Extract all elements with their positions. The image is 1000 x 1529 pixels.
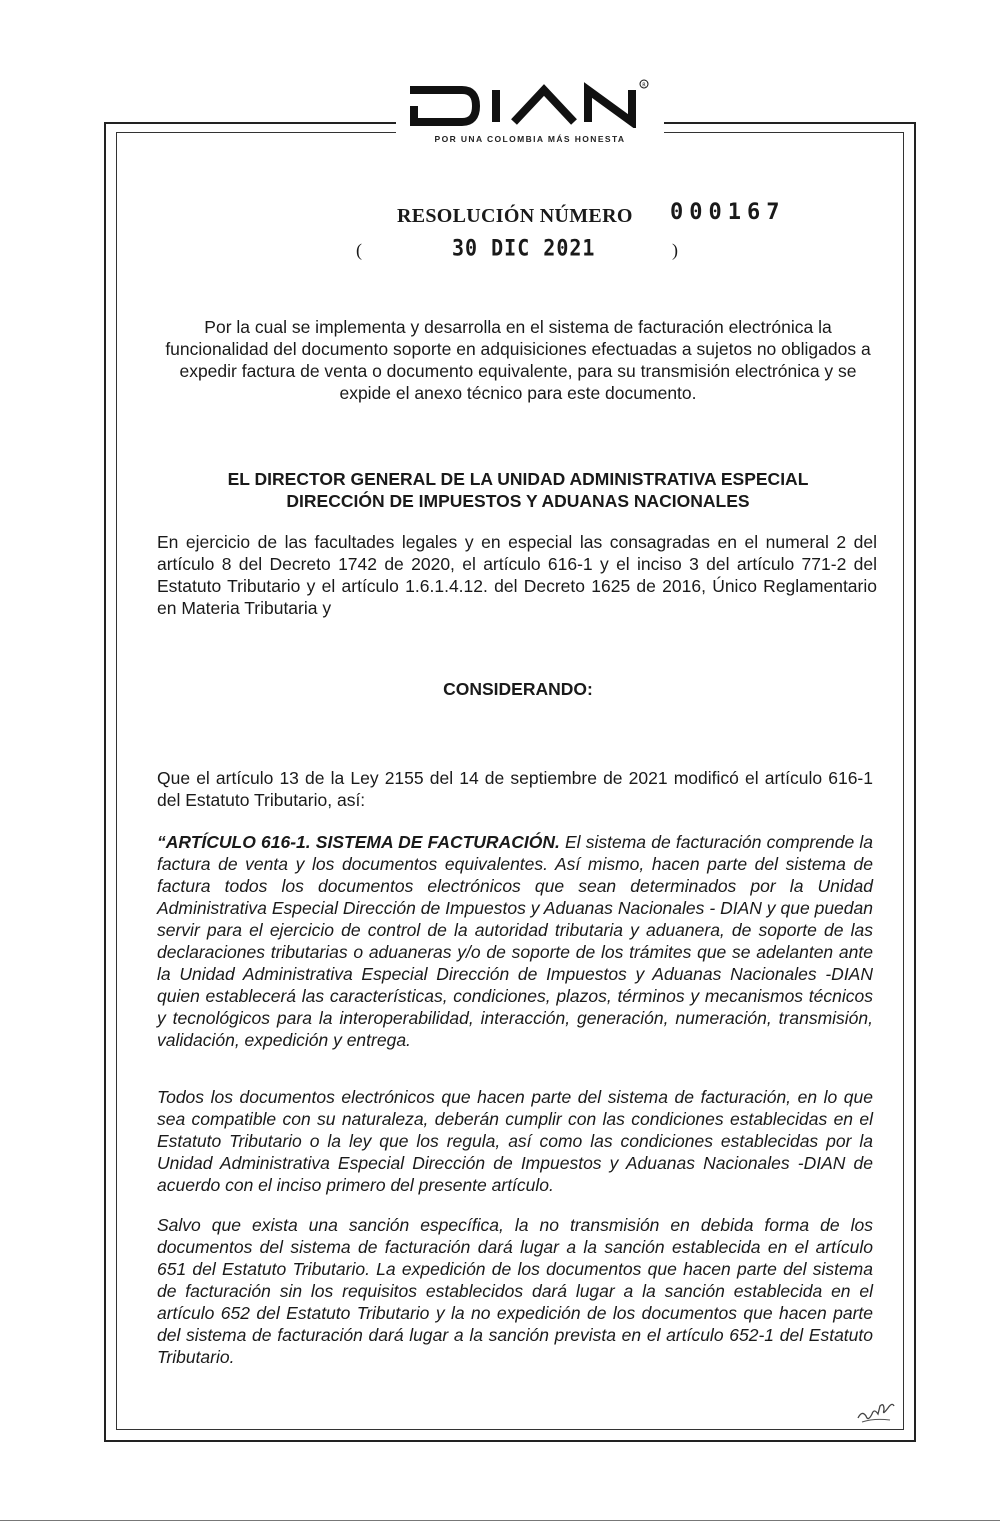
paragraph-article-616-1: [157, 831, 873, 1051]
date-paren-open: (: [356, 240, 362, 260]
handwritten-initials: [854, 1396, 898, 1431]
initials-signature-icon: [854, 1396, 898, 1426]
resolution-label: RESOLUCIÓN NÚMERO: [397, 205, 633, 227]
paragraph-law-modification: Que el artículo 13 de la Ley 2155 del 14 de septiembre de 2021 modificó el artículo 616-1 del Estatuto Tributario, así:: [157, 768, 873, 810]
scan-bottom-edge: [0, 1520, 1000, 1521]
resolution-date-stamp: 30 DIC 2021: [452, 234, 596, 262]
issuing-authority: [160, 468, 876, 512]
resolution-number: 000167: [670, 200, 786, 225]
paragraph-sanctions: Salvo que exista una sanción específica, la no transmisión en debida forma de los documentos del sistema de facturación dará lugar a la sanción establecida en el artículo 651 del Estatuto Tributario. La expedición de los documentos que hacen parte del sistema de facturación sin los requisitos establecidos dará lugar a la sanción establecida en el artículo 652 del Estatuto Tributario y la no expedición de los documentos que hacen parte del sistema de facturación dará lugar a la sanción prevista en el artículo 652-1 del Estatuto Tributario.: [157, 1215, 873, 1367]
article-heading: “ARTÍCULO 616-1. SISTEMA DE FACTURACIÓN.: [157, 832, 560, 852]
date-paren-close: ): [672, 240, 678, 260]
svg-text:R: R: [642, 82, 646, 89]
article-body: El sistema de facturación comprende la factura de venta y los documentos equivalentes. Así mismo, hacen parte del sistema de factura todos los documentos electrónicos que sean determinados por la Unidad Administrativa Especial Dirección de Impuestos y Aduanas Nacionales - DIAN y que puedan servir para el ejercicio de control de la autoridad tributaria y aduanera, de soporte de las declaraciones tributarias o aduaneras y/o de soporte de los trámites que se adelanten ante la Unidad Administrativa Especial Dirección de Impuestos y Aduanas Nacionales -DIAN quien establecerá las características, condiciones, plazos, términos y mecanismos técnicos y tecnológicos para la interoperabilidad, interacción, generación, numeración, transmisión, validación, expedición y entrega.: [157, 832, 873, 1050]
resolution-summary: Por la cual se implementa y desarrolla en el sistema de facturación electrónica la funcionalidad del documento soporte en adquisiciones efectuadas a sujetos no obligados a expedir factura de venta o documento equivalente, para su transmisión electrónica y se expide el anexo técnico para este documento.: [165, 317, 871, 403]
authority-line-2: DIRECCIÓN DE IMPUESTOS Y ADUANAS NACIONALES: [286, 491, 750, 511]
paragraph-electronic-documents: Todos los documentos electrónicos que hacen parte del sistema de facturación, en lo que sea compatible con su naturaleza, deberán cumplir con las condiciones establecidas en el Estatuto Tributario o la ley que los regula, así como las condiciones establecidas por la Unidad Administrativa Especial Dirección de Impuestos y Aduanas Nacionales -DIAN de acuerdo con el inciso primero del presente artículo.: [157, 1087, 873, 1195]
authority-line-1: EL DIRECTOR GENERAL DE LA UNIDAD ADMINISTRATIVA ESPECIAL: [227, 469, 809, 489]
legal-powers-paragraph: En ejercicio de las facultades legales y en especial las consagradas en el numeral 2 del artículo 8 del Decreto 1742 de 2020, el artículo 616-1 y el inciso 3 del artículo 771-2 del Estatuto Tributario y el artículo 1.6.1.4.12. del Decreto 1625 de 2016, Único Reglamentario en Materia Tributaria y: [157, 532, 877, 618]
dian-logo-mark: [396, 72, 664, 128]
considerando-heading: CONSIDERANDO:: [443, 679, 593, 699]
logo-tagline: POR UNA COLOMBIA MÁS HONESTA: [434, 134, 626, 144]
dian-logo: [396, 72, 664, 152]
